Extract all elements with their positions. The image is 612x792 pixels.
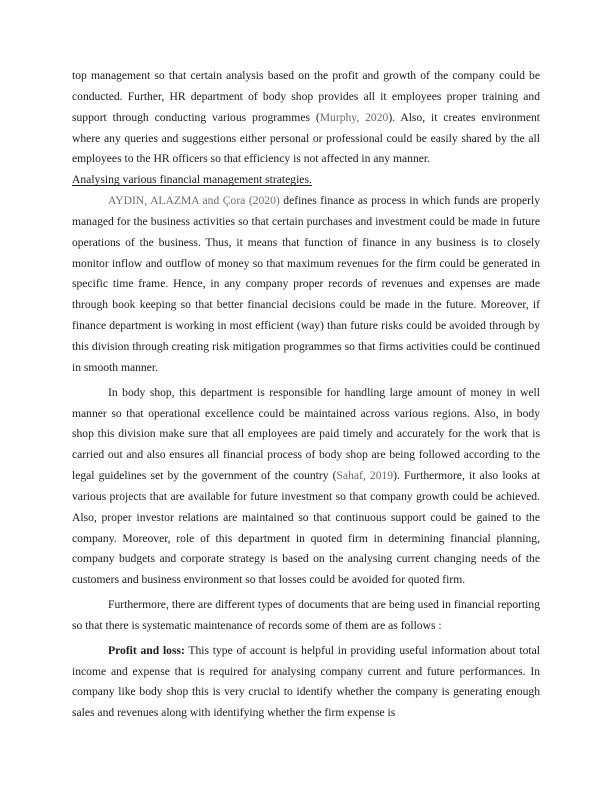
term-profit-and-loss: Profit and loss: — [108, 643, 185, 657]
paragraph-text: ). Furthermore, it also looks at various projects that are available for future investment so that company growth could be achieved. Also, proper investor relations are maintained so that continuous support could be gained to the company. Moreover, role of this department in quoted firm in determining financial planning, company budgets and corporate strategy is based on the analysing current changing needs of the customers and business environment so that losses could be avoided for quoted firm. — [72, 469, 540, 587]
citation-murphy: Murphy, 2020 — [319, 110, 389, 124]
paragraph-documents: Furthermore, there are different types of documents that are being used in financial reporting so that there is systematic maintenance of records some of them are as follows : — [72, 598, 540, 632]
paragraph-hr-training — [72, 66, 540, 170]
citation-aydin: AYDIN, ALAZMA and Çora (2020) — [108, 194, 280, 208]
citation-sahaf: Sahaf, 2019 — [336, 469, 394, 483]
paragraph-text: ). Also, it creates environment where any queries and suggestions either personal or professional could be easily shared by the all employees to the HR officers so that efficiency is not affected in any manner. — [72, 110, 540, 166]
paragraph-text: This type of account is helpful in providing useful information about total income and expense that is required for analysing company current and future performances. In company like body shop this is very crucial to identify whether the company is generating enough sales and revenues along with identifying whether the firm expense is — [72, 643, 540, 720]
paragraph-profit-loss — [72, 641, 540, 724]
section-heading: Analysing various financial management strategies. — [72, 173, 312, 187]
paragraph-body-shop-finance — [72, 383, 540, 591]
paragraph-finance-definition — [72, 191, 540, 379]
paragraph-text: In body shop, this department is responsible for handling large amount of money in well manner so that operational excellence could be maintained across various regions. Also, in body shop this division make sure that all employees are paid timely and accurately for the work that is carried out and also ensures all financial process of body shop are being followed according to the legal guidelines set by the government of the country ( — [72, 385, 540, 483]
document-page — [72, 66, 540, 724]
paragraph-text: top management so that certain analysis based on the profit and growth of the company could be conducted. Further, HR department of body shop provides all it employees proper training and support through conducting various programmes ( — [72, 69, 540, 124]
paragraph-text: defines finance as process in which funds are properly managed for the business activities so that certain purchases and investment could be made in future operations of the business. Thus, it means that function of finance in any business is to closely monitor inflow and outflow of money so that maximum revenues for the firm could be generated in specific time frame. Hence, in any company proper records of revenues and expenses are made through book keeping so that better financial decisions could be made in the future. Moreover, if finance department is working in most efficient (way) than future risks could be avoided through by this division through creating risk mitigation programmes so that firms activities could be continued in smooth manner. — [72, 194, 540, 374]
